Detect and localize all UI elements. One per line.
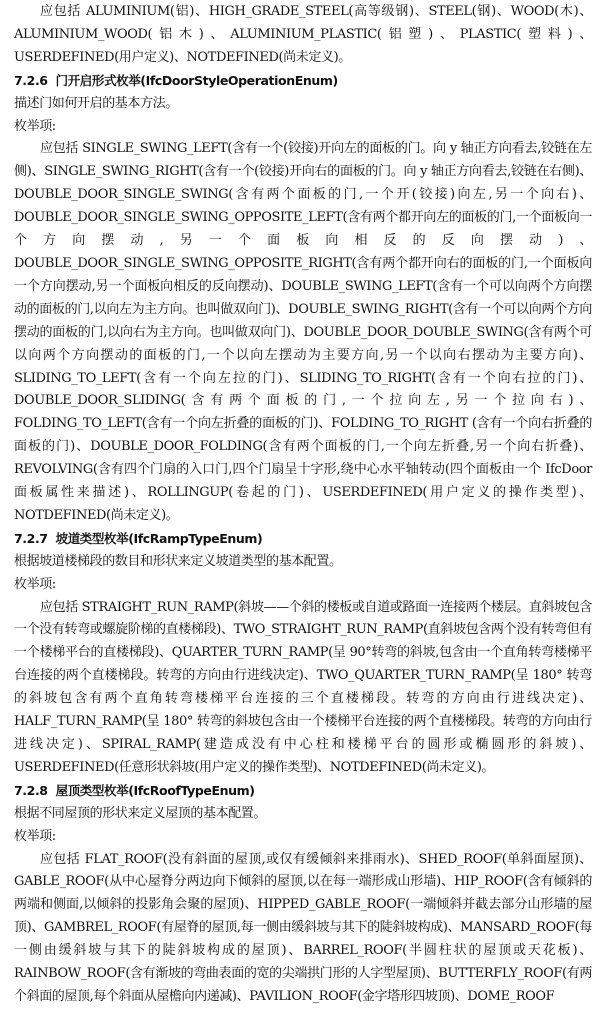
enum-paragraph: 应包括 FLAT_ROOF(没有斜面的屋顶,或仅有缓倾斜来排雨水)、SHED_ROOF(单斜面屋顶)、GABLE_ROOF(从中心屋脊分两边向下倾斜的屋顶,以在每一端形成山形墙)、HIP_ROOF(含有倾斜的两端和侧面,以倾斜的投影角会聚的屋顶)、HIPPED_GABLE_ROOF(一端倾斜并截去部分山形墙的屋顶)、GAMBREL_ROOF(有屋脊的屋顶,每一侧由缓斜坡与其下的陡斜坡构成)、MANSARD_ROOF(每一侧由缓斜坡与其下的陡斜坡构成的屋顶)、BARREL_ROOF(半圆柱状的屋顶或天花板)、RAINBOW_ROOF(含有渐坡的弯曲表面的宽的尖端拱门形的人字型屋顶)、BUTTERFLY_ROOF(有两个斜面的屋顶,每个斜面从屋檐向内递减)、PAVILION_ROOF(金字塔形四坡顶)、DOME_ROOF	[14, 851, 592, 1004]
enum-label: 枚举项:	[14, 576, 56, 592]
section-title: 坡道类型枚举(IfcRampTypeEnum)	[55, 530, 263, 546]
section-title: 门开启形式枚举(IfcDoorStyleOperationEnum)	[55, 72, 338, 88]
section-ramp-type	[14, 528, 592, 780]
enum-paragraph: 应包括 STRAIGHT_RUN_RAMP(斜坡——个斜的楼板或自道或路面一连接两个楼层。直斜坡包含一个没有转弯或螺旋阶梯的直楼梯段)、TWO_STRAIGHT_RUN_RAMP(直斜坡包含两个没有转弯但有一个楼梯平台的直楼梯段)、QUARTER_TURN_RAMP(呈 90°转弯的斜坡,包含由一个直角转弯楼梯平台连接的两个直楼梯段。转弯的方向由行进线决定)、TWO_QUARTER_TURN_RAMP(呈 180° 转弯的斜坡包含有两个直角转弯楼梯平台连接的三个直楼梯段。转弯的方向由行进线决定)、HALF_TURN_RAMP(呈 180° 转弯的斜坡包含由一个楼梯平台连接的两个直楼梯段。转弯的方向由行进线决定)、SPIRAL_RAMP(建造成没有中心柱和楼梯平台的圆形或椭圆形的斜坡)、USERDEFINED(任意形状斜坡(用户定义的操作类型)、NOTDEFINED(尚未定义)。	[14, 599, 592, 775]
section-heading	[14, 780, 592, 803]
section-description: 根据坡道楼梯段的数目和形状来定义坡道类型的基本配置。	[14, 553, 342, 569]
enum-paragraph: 应包括 SINGLE_SWING_LEFT(含有一个(铰接)开向左的面板的门。向 y 轴正方向看去,铰链在左侧)、SINGLE_SWING_RIGHT(含有一个(铰接)开向右的面板的门。向 y 轴正方向看去,铰链在右侧)、DOUBLE_DOOR_SINGLE_SWING(含有两个面板的门,一个开(铰接)向左,另一个向右)、DOUBLE_DOOR_SINGLE_SWING_OPPOSITE_LEFT(含有两个都开向左的面板的门,一个面板向一个方向摆动,另一个面板向相反的反向摆动)、DOUBLE_DOOR_SINGLE_SWING_OPPOSITE_RIGHT(含有两个都开向右的面板的门,一个面板向一个方向摆动,另一个面板向相反的反向摆动)、DOUBLE_SWING_LEFT(含有一个可以向两个方向摆动的面板的门,以向左为主方向。也叫做双向门)、DOUBLE_SWING_RIGHT(含有一个可以向两个方向摆动的面板的门,以向右为主方向。也叫做双向门)、DOUBLE_DOOR_DOUBLE_SWING(含有两个可以向两个方向摆动的面板的门,一个以向左摆动为主要方向,另一个以向右摆动为主要方向)、SLIDING_TO_LEFT(含有一个向左拉的门)、SLIDING_TO_RIGHT(含有一个向右拉的门)、DOUBLE_DOOR_SLIDING(含有两个面板的门,一个拉向左,另一个拉向右)、FOLDING_TO_LEFT(含有一个向左折叠的面板的门)、FOLDING_TO_RIGHT (含有一个向右折叠的面板的门)、DOUBLE_DOOR_FOLDING(含有两个面板的门,一个向左折叠,另一个向右折叠)、REVOLVING(含有四个门扇的入口门,四个门扇呈十字形,绕中心水平轴转动(四个面板由一个 IfcDoor 面板属性来描述)、ROLLINGUP(卷起的门)、USERDEFINED(用户定义的操作类型)、NOTDEFINED(尚未定义)。	[14, 141, 592, 523]
enum-label: 枚举项:	[14, 118, 56, 134]
section-number: 7.2.7	[14, 530, 48, 546]
section-roof-type	[14, 780, 592, 1009]
section-number: 7.2.8	[14, 782, 48, 798]
section-title: 屋顶类型枚举(IfcRoofTypeEnum)	[55, 782, 255, 798]
intro-paragraph: 应包括 ALUMINIUM(铝)、HIGH_GRADE_STEEL(高等级钢)、STEEL(钢)、WOOD(木)、ALUMINIUM_WOOD(铝木)、ALUMINIUM_PLASTIC(铝塑)、PLASTIC(塑料)、USERDEFINED(用户定义)、NOTDEFINED(尚未定义)。	[14, 4, 592, 65]
section-heading	[14, 70, 592, 93]
section-description: 根据不同屋顶的形状来定义屋顶的基本配置。	[14, 805, 267, 821]
section-door-operation	[14, 70, 592, 528]
section-description: 描述门如何开启的基本方法。	[14, 95, 178, 111]
section-heading	[14, 528, 592, 551]
enum-label: 枚举项:	[14, 828, 56, 844]
section-number: 7.2.6	[14, 72, 48, 88]
